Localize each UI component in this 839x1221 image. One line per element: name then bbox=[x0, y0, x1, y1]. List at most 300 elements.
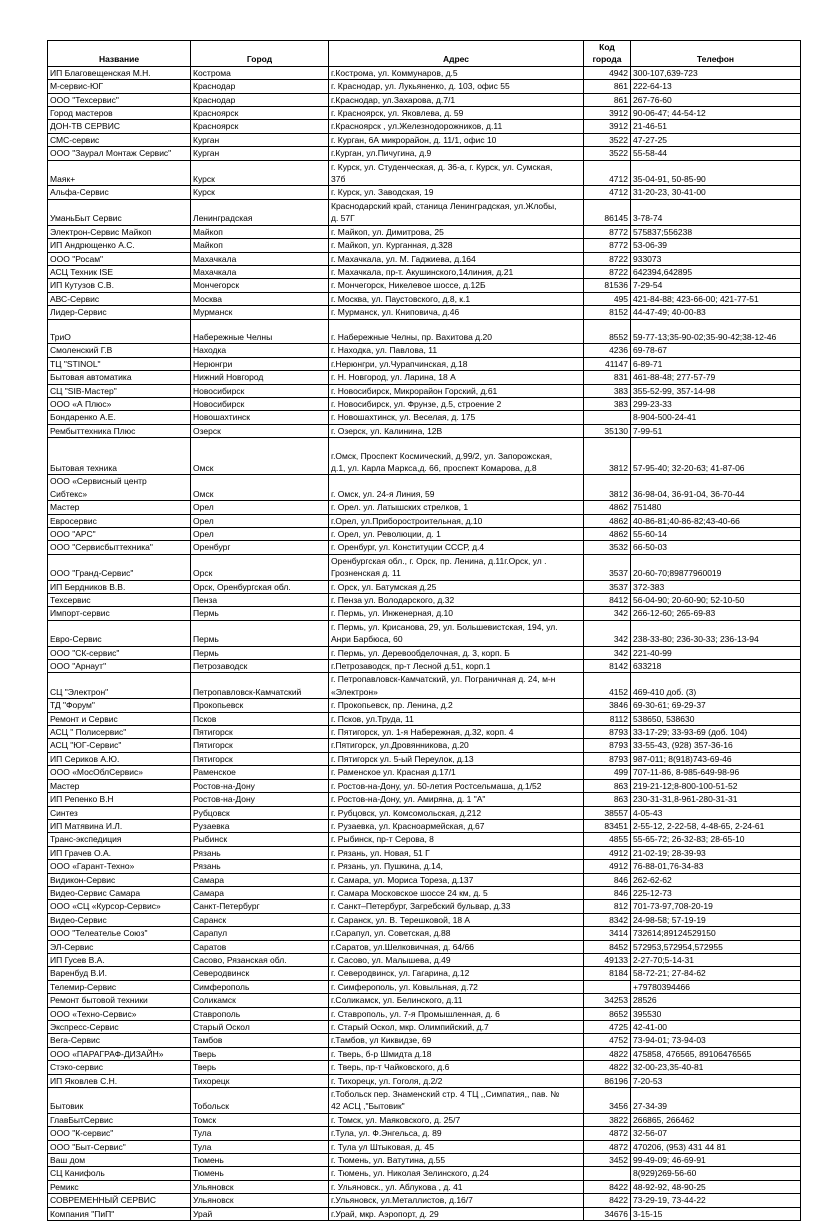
table-row bbox=[48, 927, 801, 940]
cell-name: УманьБыт Сервис bbox=[48, 199, 191, 225]
cell-phone: 238-33-80; 236-30-33; 236-13-94 bbox=[631, 620, 801, 646]
cell-name: Лидер-Сервис bbox=[48, 306, 191, 319]
table-row bbox=[48, 860, 801, 873]
table-row bbox=[48, 397, 801, 410]
table-row bbox=[48, 133, 801, 146]
cell-city: Мончегорск bbox=[191, 279, 329, 292]
cell-address: г. Находка, ул. Павлова, 11 bbox=[329, 344, 584, 357]
table-row bbox=[48, 554, 801, 580]
cell-code: 3822 bbox=[584, 1113, 631, 1126]
cell-city: Омск bbox=[191, 438, 329, 475]
cell-address: г.Кострома, ул. Коммунаров, д.5 bbox=[329, 66, 584, 79]
table-row bbox=[48, 873, 801, 886]
cell-address: г.Петрозаводск, пр-т Лесной д.51, корп.1 bbox=[329, 660, 584, 673]
cell-name: ИП Кутузов С.В. bbox=[48, 279, 191, 292]
cell-phone: +79780394466 bbox=[631, 980, 801, 993]
cell-city: Мурманск bbox=[191, 306, 329, 319]
table-row bbox=[48, 1167, 801, 1180]
table-row bbox=[48, 147, 801, 160]
cell-address: Краснодарский край, станица Ленинградская, ул.Жлобы, д. 57Г bbox=[329, 199, 584, 225]
cell-name: ООО "СК-сервис" bbox=[48, 646, 191, 659]
cell-name: ООО «МосОблСервис» bbox=[48, 766, 191, 779]
table-row bbox=[48, 660, 801, 673]
cell-city: Пятигорск bbox=[191, 739, 329, 752]
cell-address: г.Краснодар, ул.Захарова, д.7/1 bbox=[329, 93, 584, 106]
cell-city: Тула bbox=[191, 1140, 329, 1153]
cell-code: 4912 bbox=[584, 846, 631, 859]
cell-address: г.Урай, мкр. Аэропорт, д. 29 bbox=[329, 1207, 584, 1220]
cell-address: г. Рузаевка, ул. Красноармейская, д.67 bbox=[329, 819, 584, 832]
cell-code: 8722 bbox=[584, 252, 631, 265]
cell-phone: 4-05-43 bbox=[631, 806, 801, 819]
cell-code: 8142 bbox=[584, 660, 631, 673]
cell-phone: 3-78-74 bbox=[631, 199, 801, 225]
table-row bbox=[48, 319, 801, 344]
cell-address: г.Курган, ул.Пичугина, д.9 bbox=[329, 147, 584, 160]
cell-address: г. Тула ул Штыковая, д. 45 bbox=[329, 1140, 584, 1153]
table-row bbox=[48, 239, 801, 252]
cell-name: ООО "К-сервис" bbox=[48, 1127, 191, 1140]
cell-name: Компания "ПиП" bbox=[48, 1207, 191, 1220]
cell-address: г. Тюмень, ул. Николая Зелинского, д.24 bbox=[329, 1167, 584, 1180]
cell-name: ИП Грачев О.А. bbox=[48, 846, 191, 859]
cell-code: 8152 bbox=[584, 306, 631, 319]
cell-city: Псков bbox=[191, 712, 329, 725]
cell-phone: 642394,642895 bbox=[631, 265, 801, 278]
cell-name: Вега-Сервис bbox=[48, 1034, 191, 1047]
cell-name: ИП Репенко В.Н bbox=[48, 793, 191, 806]
cell-address: г. Омск, ул. 24-я Линия, 59 bbox=[329, 475, 584, 501]
cell-code: 863 bbox=[584, 793, 631, 806]
cell-city: Самара bbox=[191, 886, 329, 899]
cell-phone: 33-55-43, (928) 357-36-16 bbox=[631, 739, 801, 752]
cell-city: Пятигорск bbox=[191, 726, 329, 739]
cell-address: г. Озерск, ул. Калинина, 12В bbox=[329, 424, 584, 437]
cell-phone: 8(929)269-56-60 bbox=[631, 1167, 801, 1180]
cell-code: 4152 bbox=[584, 673, 631, 699]
cell-name: СЦ "SIB-Мастер" bbox=[48, 384, 191, 397]
cell-name: Транс-экспедиция bbox=[48, 833, 191, 846]
cell-name: ООО «ПАРАГРАФ-ДИЗАЙН» bbox=[48, 1047, 191, 1060]
cell-code: 3456 bbox=[584, 1088, 631, 1114]
table-row bbox=[48, 107, 801, 120]
cell-name: АСЦ " Полисервис" bbox=[48, 726, 191, 739]
cell-phone: 300-107,639-723 bbox=[631, 66, 801, 79]
cell-city: Сасово, Рязанская обл. bbox=[191, 953, 329, 966]
cell-code: 342 bbox=[584, 646, 631, 659]
cell-code: 846 bbox=[584, 873, 631, 886]
table-row bbox=[48, 306, 801, 319]
table-row bbox=[48, 1127, 801, 1140]
cell-city: Северодвинск bbox=[191, 967, 329, 980]
cell-city: Омск bbox=[191, 475, 329, 501]
cell-name: М-сервис-ЮГ bbox=[48, 80, 191, 93]
cell-city: Новосибирск bbox=[191, 384, 329, 397]
cell-city: Тобольск bbox=[191, 1088, 329, 1114]
cell-city: Сарапул bbox=[191, 927, 329, 940]
cell-address: г.Тула, ул. Ф.Энгельса, д. 89 bbox=[329, 1127, 584, 1140]
cell-address: г.Тобольск пер. Знаменский стр. 4 ТЦ ,,Симпатия,, пав. № 42 АСЦ ,"Бытовик" bbox=[329, 1088, 584, 1114]
cell-phone: 267-76-60 bbox=[631, 93, 801, 106]
cell-address: г. Курск, ул. Студенческая, д. 36-а, г. Курск, ул. Сумская, 37б bbox=[329, 160, 584, 186]
cell-phone: 48-92-92, 48-90-25 bbox=[631, 1180, 801, 1193]
cell-city: Раменское bbox=[191, 766, 329, 779]
cell-phone: 57-95-40; 32-20-63; 41-87-06 bbox=[631, 438, 801, 475]
cell-city: Пермь bbox=[191, 646, 329, 659]
cell-phone: 35-04-91, 50-85-90 bbox=[631, 160, 801, 186]
cell-city: Набережные Челны bbox=[191, 319, 329, 344]
cell-address: г. Майкоп, ул. Димитрова, 25 bbox=[329, 225, 584, 238]
cell-address: г. Красноярск, ул. Яковлева, д. 59 bbox=[329, 107, 584, 120]
cell-city: Краснодар bbox=[191, 80, 329, 93]
cell-phone: 21-46-51 bbox=[631, 120, 801, 133]
cell-address: г. Рязань, ул. Пушкина, д.14, bbox=[329, 860, 584, 873]
cell-name: Электрон-Сервис Майкоп bbox=[48, 225, 191, 238]
table-row bbox=[48, 806, 801, 819]
cell-phone: 222-64-13 bbox=[631, 80, 801, 93]
cell-code: 8793 bbox=[584, 739, 631, 752]
cell-phone: 59-77-13;35-90-02;35-90-42;38-12-46 bbox=[631, 319, 801, 344]
cell-address: г. Орел. ул. Латышских стрелков, 1 bbox=[329, 501, 584, 514]
cell-city: Ростов-на-Дону bbox=[191, 779, 329, 792]
cell-city: Нижний Новгород bbox=[191, 371, 329, 384]
cell-phone: 42-41-00 bbox=[631, 1021, 801, 1034]
cell-address: г.Нерюнгри, ул.Чурапчинская, д.18 bbox=[329, 357, 584, 370]
cell-address: г.Пятигорск, ул.Дровянникова, д.20 bbox=[329, 739, 584, 752]
cell-address: г. Тверь, пр-т Чайковского, д.6 bbox=[329, 1061, 584, 1074]
cell-code: 342 bbox=[584, 607, 631, 620]
cell-phone: 76-88-01,76-34-83 bbox=[631, 860, 801, 873]
cell-code: 8793 bbox=[584, 726, 631, 739]
cell-name: ИП Андрющенко А.С. bbox=[48, 239, 191, 252]
cell-code: 38557 bbox=[584, 806, 631, 819]
cell-city: Саратов bbox=[191, 940, 329, 953]
cell-phone: 31-20-23, 30-41-00 bbox=[631, 186, 801, 199]
table-row bbox=[48, 541, 801, 554]
cell-address: г. Набережные Челны, пр. Вахитова д.20 bbox=[329, 319, 584, 344]
cell-city: Майкоп bbox=[191, 239, 329, 252]
table-row bbox=[48, 819, 801, 832]
cell-name: ООО "Быт-Сервис" bbox=[48, 1140, 191, 1153]
cell-code: 861 bbox=[584, 80, 631, 93]
header-code: Код города bbox=[584, 41, 631, 67]
header-address: Адрес bbox=[329, 41, 584, 67]
cell-city: Старый Оскол bbox=[191, 1021, 329, 1034]
table-row bbox=[48, 1140, 801, 1153]
cell-name: Маяк+ bbox=[48, 160, 191, 186]
cell-phone: 987-011; 8(918)743-69-46 bbox=[631, 752, 801, 765]
cell-code: 3537 bbox=[584, 580, 631, 593]
cell-phone: 3-15-15 bbox=[631, 1207, 801, 1220]
table-row bbox=[48, 712, 801, 725]
cell-name: Бондаренко А.Е. bbox=[48, 411, 191, 424]
cell-address: г. Пермь, ул. Деревообделочная, д. 3, корп. Б bbox=[329, 646, 584, 659]
cell-city: Пермь bbox=[191, 620, 329, 646]
table-row bbox=[48, 1113, 801, 1126]
table-row bbox=[48, 252, 801, 265]
cell-code bbox=[584, 1167, 631, 1180]
cell-city: Орск bbox=[191, 554, 329, 580]
cell-address: г. Псков, ул.Труда, 11 bbox=[329, 712, 584, 725]
cell-city: Рыбинск bbox=[191, 833, 329, 846]
service-centers-table bbox=[47, 40, 801, 1221]
cell-address: г. Орск, ул. Батумская д.25 bbox=[329, 580, 584, 593]
cell-city: Орел bbox=[191, 501, 329, 514]
cell-phone: 421-84-88; 423-66-00; 421-77-51 bbox=[631, 292, 801, 305]
cell-city: Курган bbox=[191, 133, 329, 146]
table-row bbox=[48, 886, 801, 899]
cell-code: 3812 bbox=[584, 475, 631, 501]
cell-phone: 230-31-31,8-961-280-31-31 bbox=[631, 793, 801, 806]
cell-city: Самара bbox=[191, 873, 329, 886]
cell-phone: 55-58-44 bbox=[631, 147, 801, 160]
cell-name: Мастер bbox=[48, 779, 191, 792]
cell-address: г. Раменское ул. Красная д.17/1 bbox=[329, 766, 584, 779]
table-row bbox=[48, 779, 801, 792]
cell-code: 831 bbox=[584, 371, 631, 384]
cell-phone: 56-04-90; 20-60-90; 52-10-50 bbox=[631, 594, 801, 607]
cell-address: г.Саратов, ул.Шелковичная, д. 64/66 bbox=[329, 940, 584, 953]
cell-name: Рембыттехника Плюс bbox=[48, 424, 191, 437]
cell-phone: 572953,572954,572955 bbox=[631, 940, 801, 953]
cell-city: Орел bbox=[191, 527, 329, 540]
cell-phone: 36-98-04, 36-91-04, 36-70-44 bbox=[631, 475, 801, 501]
cell-phone: 221-40-99 bbox=[631, 646, 801, 659]
cell-code: 8772 bbox=[584, 239, 631, 252]
cell-name: Ремонт и Сервис bbox=[48, 712, 191, 725]
cell-address: Оренбургская обл., г. Орск, пр. Ленина, д.11г.Орск, ул . Грозненская д. 11 bbox=[329, 554, 584, 580]
cell-phone: 99-49-09; 46-69-91 bbox=[631, 1154, 801, 1167]
cell-code bbox=[584, 980, 631, 993]
cell-phone: 355-52-99, 357-14-98 bbox=[631, 384, 801, 397]
cell-phone: 47-27-25 bbox=[631, 133, 801, 146]
cell-city: Краснодар bbox=[191, 93, 329, 106]
cell-phone: 73-29-19, 73-44-22 bbox=[631, 1194, 801, 1207]
cell-address: г.Омск, Проспект Космический, д.99/2, ул. Запорожская, д.1, ул. Карла Маркса,д. 66, проспект Комарова, д.8 bbox=[329, 438, 584, 475]
cell-city: Тамбов bbox=[191, 1034, 329, 1047]
cell-name: Ремикс bbox=[48, 1180, 191, 1193]
cell-phone: 262-62-62 bbox=[631, 873, 801, 886]
cell-city: Ростов-на-Дону bbox=[191, 793, 329, 806]
cell-address: г. Майкоп, ул. Курганная, д.328 bbox=[329, 239, 584, 252]
cell-phone: 633218 bbox=[631, 660, 801, 673]
table-row bbox=[48, 1074, 801, 1087]
cell-name: Импорт-сервис bbox=[48, 607, 191, 620]
cell-code: 8722 bbox=[584, 265, 631, 278]
cell-city: Прокопьевск bbox=[191, 699, 329, 712]
cell-code: 3812 bbox=[584, 438, 631, 475]
cell-name: ООО "Телеателье Союз" bbox=[48, 927, 191, 940]
table-row bbox=[48, 726, 801, 739]
cell-address: г. Мурманск, ул. Книповича, д.46 bbox=[329, 306, 584, 319]
cell-city: Тула bbox=[191, 1127, 329, 1140]
cell-name: Евро-Сервис bbox=[48, 620, 191, 646]
cell-address: г. Краснодар, ул. Лукьяненко, д. 103, офис 55 bbox=[329, 80, 584, 93]
cell-name: Варенбуд В.И. bbox=[48, 967, 191, 980]
cell-name: ТД "Форум" bbox=[48, 699, 191, 712]
cell-name: Синтез bbox=[48, 806, 191, 819]
cell-code: 35130 bbox=[584, 424, 631, 437]
cell-phone: 69-78-67 bbox=[631, 344, 801, 357]
cell-code: 8422 bbox=[584, 1180, 631, 1193]
table-row bbox=[48, 475, 801, 501]
header-name: Название bbox=[48, 41, 191, 67]
cell-name: Мастер bbox=[48, 501, 191, 514]
cell-code: 4712 bbox=[584, 160, 631, 186]
cell-city: Находка bbox=[191, 344, 329, 357]
cell-city: Москва bbox=[191, 292, 329, 305]
cell-phone: 28526 bbox=[631, 994, 801, 1007]
cell-name: СОВРЕМЕННЫЙ СЕРВИС bbox=[48, 1194, 191, 1207]
cell-name: Видео-Сервис Самара bbox=[48, 886, 191, 899]
cell-name: Бытовик bbox=[48, 1088, 191, 1114]
cell-name: Бытовая техника bbox=[48, 438, 191, 475]
cell-address: г. Курск, ул. Заводская, 19 bbox=[329, 186, 584, 199]
cell-name: ООО "АРС" bbox=[48, 527, 191, 540]
cell-name: ИП Гусев В.А. bbox=[48, 953, 191, 966]
table-row bbox=[48, 357, 801, 370]
cell-name: ООО "Сервисбыттехника" bbox=[48, 541, 191, 554]
cell-name: Видикон-Сервис bbox=[48, 873, 191, 886]
cell-name: Город мастеров bbox=[48, 107, 191, 120]
cell-code: 3414 bbox=[584, 927, 631, 940]
cell-city: Махачкала bbox=[191, 265, 329, 278]
cell-phone: 538650, 538630 bbox=[631, 712, 801, 725]
table-row bbox=[48, 186, 801, 199]
cell-address: г. Симферополь, ул. Ковыльная, д.72 bbox=[329, 980, 584, 993]
cell-code: 8552 bbox=[584, 319, 631, 344]
cell-code: 3912 bbox=[584, 107, 631, 120]
cell-phone: 225-12-73 bbox=[631, 886, 801, 899]
cell-city: Пенза bbox=[191, 594, 329, 607]
cell-phone: 372-383 bbox=[631, 580, 801, 593]
table-row bbox=[48, 900, 801, 913]
cell-code: 8652 bbox=[584, 1007, 631, 1020]
cell-address: г. Саранск, ул. В. Терешковой, 18 А bbox=[329, 913, 584, 926]
cell-address: г. Рыбинск, пр-т Серова, 8 bbox=[329, 833, 584, 846]
cell-name: ООО "Росам" bbox=[48, 252, 191, 265]
cell-name: Видео-Сервис bbox=[48, 913, 191, 926]
cell-name: СМС-сервис bbox=[48, 133, 191, 146]
table-row bbox=[48, 994, 801, 1007]
table-row bbox=[48, 646, 801, 659]
table-row bbox=[48, 384, 801, 397]
cell-city: Курган bbox=[191, 147, 329, 160]
cell-code: 4712 bbox=[584, 186, 631, 199]
table-body bbox=[48, 66, 801, 1220]
cell-city: Кострома bbox=[191, 66, 329, 79]
cell-phone: 53-06-39 bbox=[631, 239, 801, 252]
cell-code bbox=[584, 411, 631, 424]
cell-phone: 32-56-07 bbox=[631, 1127, 801, 1140]
header-phone: Телефон bbox=[631, 41, 801, 67]
table-row bbox=[48, 1180, 801, 1193]
cell-phone: 395530 bbox=[631, 1007, 801, 1020]
cell-phone: 90-06-47; 44-54-12 bbox=[631, 107, 801, 120]
cell-code: 3532 bbox=[584, 541, 631, 554]
cell-code: 8793 bbox=[584, 752, 631, 765]
cell-address: г. Новосибирск, ул. Фрунзе, д.5, строение 2 bbox=[329, 397, 584, 410]
cell-code: 3537 bbox=[584, 554, 631, 580]
cell-code: 4872 bbox=[584, 1127, 631, 1140]
cell-address: г. Рязань, ул. Новая, 51 Г bbox=[329, 846, 584, 859]
cell-phone: 701-73-97,708-20-19 bbox=[631, 900, 801, 913]
cell-name: ООО "Заурал Монтаж Сервис" bbox=[48, 147, 191, 160]
cell-address: г. Курган, 6А микрорайон, д. 11/1, офис 10 bbox=[329, 133, 584, 146]
cell-address: г. Старый Оскол, мкр. Олимпийский, д.7 bbox=[329, 1021, 584, 1034]
cell-code: 383 bbox=[584, 397, 631, 410]
cell-code: 81536 bbox=[584, 279, 631, 292]
cell-name: Евросервис bbox=[48, 514, 191, 527]
table-row bbox=[48, 514, 801, 527]
cell-city: Урай bbox=[191, 1207, 329, 1220]
table-row bbox=[48, 766, 801, 779]
table-row bbox=[48, 739, 801, 752]
cell-address: г. Прокопьевск, пр. Ленина, д.2 bbox=[329, 699, 584, 712]
cell-name: АВС-Сервис bbox=[48, 292, 191, 305]
cell-city: Оренбург bbox=[191, 541, 329, 554]
cell-code: 83451 bbox=[584, 819, 631, 832]
table-row bbox=[48, 673, 801, 699]
cell-address: г. Санкт–Петербург, Загребский бульвар, д.33 bbox=[329, 900, 584, 913]
cell-phone: 266865, 266462 bbox=[631, 1113, 801, 1126]
cell-phone: 732614;89124529150 bbox=[631, 927, 801, 940]
cell-phone: 751480 bbox=[631, 501, 801, 514]
cell-phone: 2-27-70;5-14-31 bbox=[631, 953, 801, 966]
cell-phone: 461-88-48; 277-57-79 bbox=[631, 371, 801, 384]
cell-name: ООО "Гранд-Сервис" bbox=[48, 554, 191, 580]
table-row bbox=[48, 846, 801, 859]
cell-city: Саранск bbox=[191, 913, 329, 926]
cell-phone: 21-02-19; 28-39-93 bbox=[631, 846, 801, 859]
cell-code: 863 bbox=[584, 779, 631, 792]
cell-address: г. Н. Новгород, ул. Ларина, 18 А bbox=[329, 371, 584, 384]
table-row bbox=[48, 265, 801, 278]
cell-address: г.Красноярск , ул.Железнодорожников, д.11 bbox=[329, 120, 584, 133]
cell-name: ИП Сериков А.Ю. bbox=[48, 752, 191, 765]
cell-city: Красноярск bbox=[191, 107, 329, 120]
cell-city: Тихорецк bbox=[191, 1074, 329, 1087]
cell-phone: 20-60-70;89877960019 bbox=[631, 554, 801, 580]
cell-name: ООО «А Плюс» bbox=[48, 397, 191, 410]
cell-code: 812 bbox=[584, 900, 631, 913]
cell-code: 861 bbox=[584, 93, 631, 106]
table-row bbox=[48, 1061, 801, 1074]
cell-phone: 219-21-12;8-800-100-51-52 bbox=[631, 779, 801, 792]
table-row bbox=[48, 80, 801, 93]
cell-address: г. Новосибирск, Микрорайон Горский, д.61 bbox=[329, 384, 584, 397]
table-row bbox=[48, 620, 801, 646]
cell-phone: 24-98-58; 57-19-19 bbox=[631, 913, 801, 926]
cell-city: Ульяновск bbox=[191, 1180, 329, 1193]
cell-city: Рязань bbox=[191, 846, 329, 859]
table-row bbox=[48, 424, 801, 437]
cell-name: Стэко-сервис bbox=[48, 1061, 191, 1074]
cell-code: 4862 bbox=[584, 514, 631, 527]
cell-code: 49133 bbox=[584, 953, 631, 966]
cell-code: 8412 bbox=[584, 594, 631, 607]
cell-address: г. Ростов-на-Дону, ул. Амиряна, д. 1 "А" bbox=[329, 793, 584, 806]
cell-name: ЭЛ-Сервис bbox=[48, 940, 191, 953]
cell-city: Красноярск bbox=[191, 120, 329, 133]
table-row bbox=[48, 913, 801, 926]
cell-name: ООО «Сервисный центр Сибтекс» bbox=[48, 475, 191, 501]
table-row bbox=[48, 967, 801, 980]
cell-address: г. Орел, ул. Революции, д. 1 bbox=[329, 527, 584, 540]
cell-name: ИП Благовещенская М.Н. bbox=[48, 66, 191, 79]
cell-code: 4912 bbox=[584, 860, 631, 873]
cell-code: 8112 bbox=[584, 712, 631, 725]
